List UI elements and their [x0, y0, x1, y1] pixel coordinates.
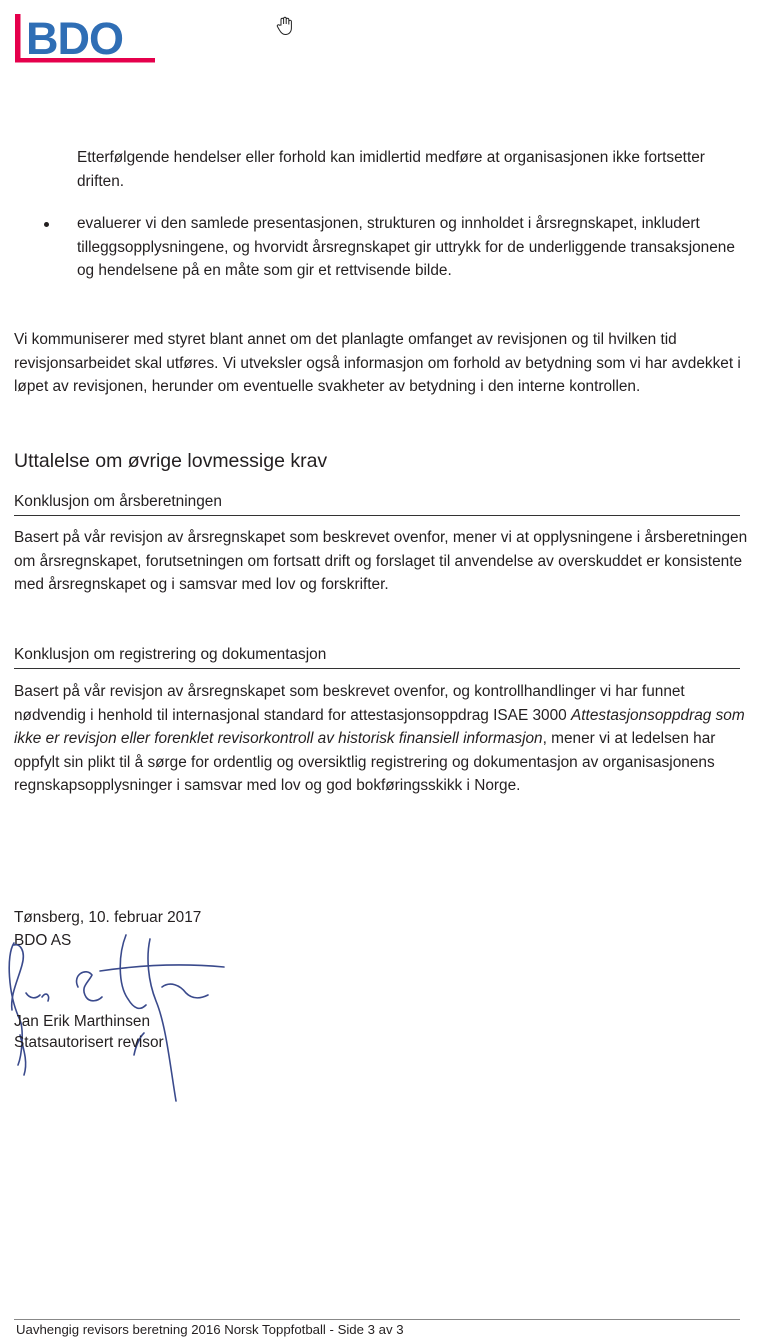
svg-text:BDO: BDO	[26, 13, 123, 64]
footer-rule	[14, 1319, 740, 1320]
firm-name: BDO AS	[14, 932, 72, 949]
subheading-annual-report: Konklusjon om årsberetningen	[14, 493, 222, 510]
bdo-logo	[12, 10, 162, 66]
annual-report-paragraph: Basert på vår revisjon av årsregnskapet som beskrevet ovenfor, mener vi at opplysningene i årsberetningen om årsregnskapet, forutsetningen om fortsatt drift og forslaget til anvendelse av overskuddet er konsistente med årsregnskapet og i samsvar med lov og forskrifter.	[14, 529, 748, 593]
subheading-rule	[14, 668, 740, 669]
standard-title: Attestasjonsoppdrag som ikke er revisjon eller forenklet revisorkontroll av historisk finansiell informasjon	[14, 706, 745, 747]
signer-title: Statsautorisert revisor	[14, 1034, 164, 1051]
continuation-paragraph: Etterfølgende hendelser eller forhold kan imidlertid medføre at organisasjonen ikke fortsetter driften.	[77, 149, 705, 190]
registration-text-start: Basert på vår revisjon av årsregnskapet som beskrevet ovenfor, og kontrollhandlinger vi har funnet nødvendig i henhold til internasjonal standard for attestasjonsoppdrag ISAE 3000	[14, 683, 685, 724]
place-date: Tønsberg, 10. februar 2017	[14, 909, 202, 926]
signer-name: Jan Erik Marthinsen	[14, 1013, 151, 1030]
page-footer: Uavhengig revisors beretning 2016 Norsk Toppfotball - Side 3 av 3	[16, 1322, 404, 1337]
bullet-paragraph: evaluerer vi den samlede presentasjonen, strukturen og innholdet i årsregnskapet, inkludert tilleggsopplysningene, og hvorvidt årsregnskapet gir uttrykk for de underliggende transaksjonene og hendelsene på en måte som gir et rettvisende bilde.	[77, 215, 735, 279]
communication-paragraph: Vi kommuniserer med styret blant annet om det planlagte omfanget av revisjonen og til hvilken tid revisjonsarbeidet skal utføres. Vi utveksler også informasjon om forhold av betydning som vi har avdekket i løpet av revisjonen, herunder om eventuelle svakheter av betydning i den interne kontrollen.	[14, 331, 741, 395]
registration-text-end: , mener vi at ledelsen har oppfylt sin plikt til å sørge for ordentlig og oversiktlig registrering og dokumentasjon av organisasjonens regnskapsopplysninger i samsvar med lov og god bokføringsskikk i Norge.	[14, 730, 716, 794]
registration-paragraph	[14, 680, 748, 798]
subheading-rule	[14, 515, 740, 516]
bullet-point	[44, 222, 49, 227]
subheading-registration: Konklusjon om registrering og dokumentasjon	[14, 646, 327, 663]
section-heading: Uttalelse om øvrige lovmessige krav	[14, 450, 328, 472]
hand-cursor-icon	[276, 16, 294, 36]
